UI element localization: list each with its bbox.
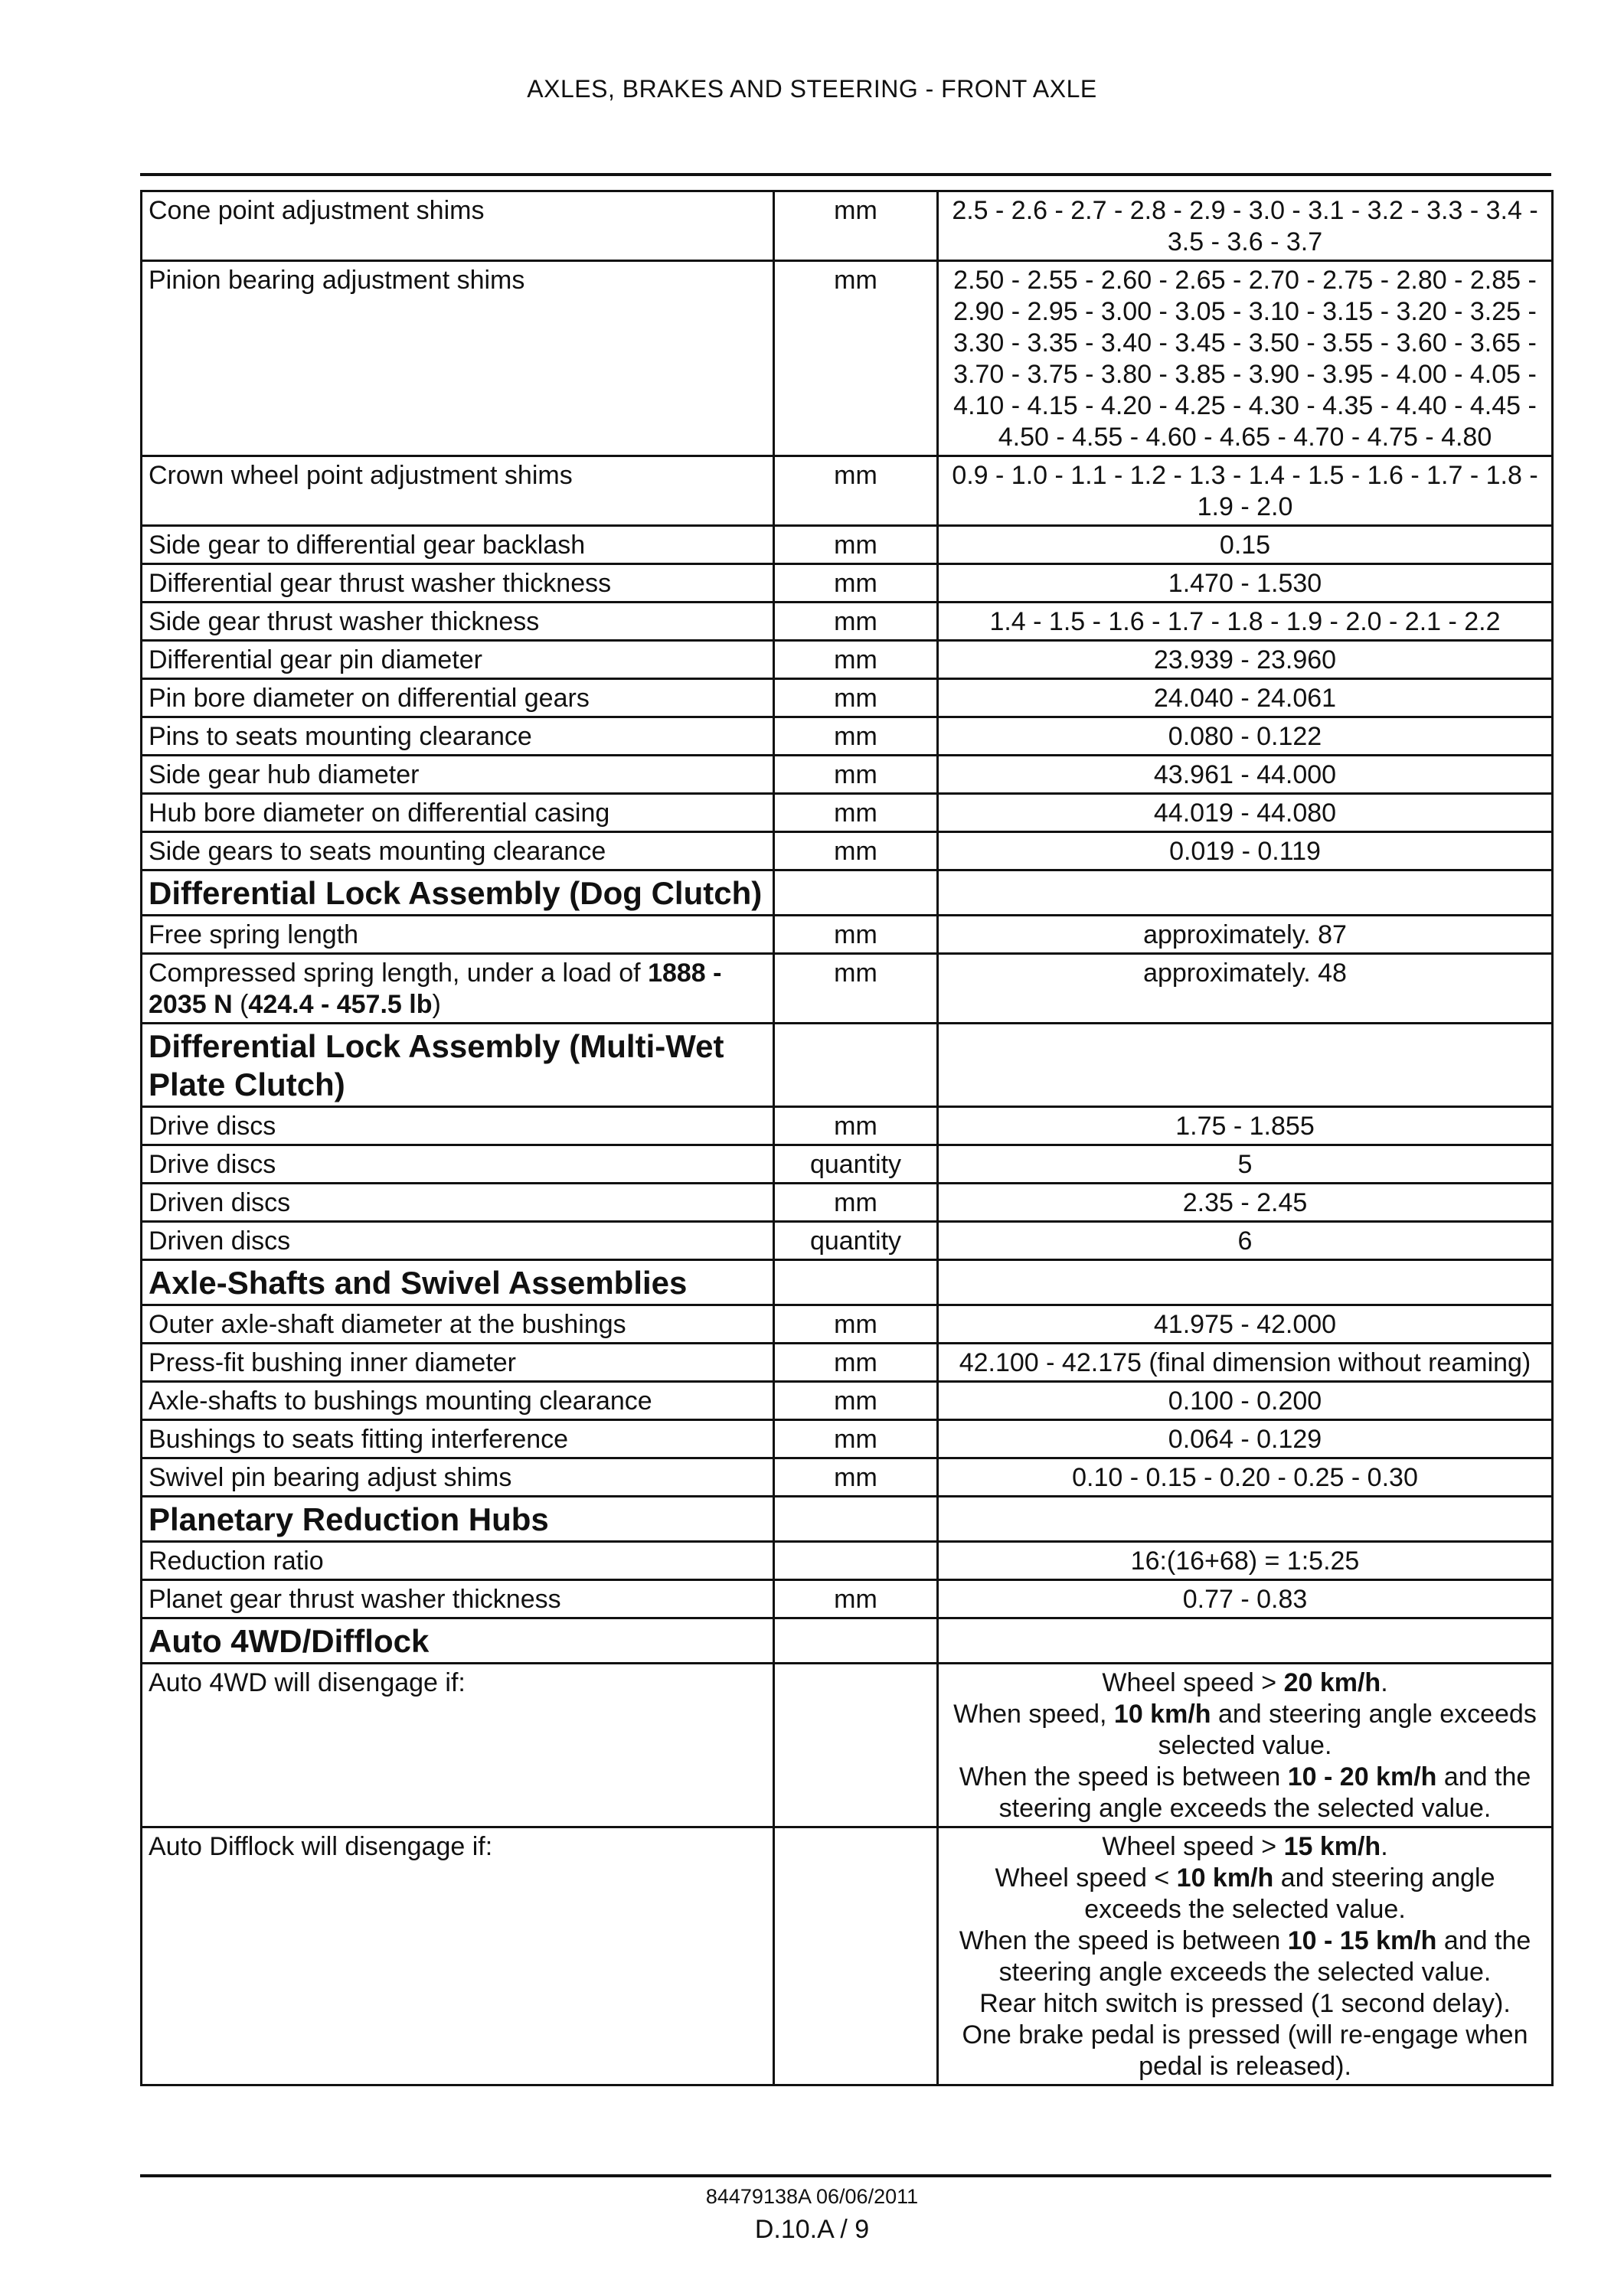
table-row	[142, 794, 1553, 832]
parameter-label: Auto 4WD will disengage if:	[142, 1664, 774, 1827]
parameter-label: Drive discs	[142, 1145, 774, 1184]
parameter-label: Drive discs	[142, 1107, 774, 1145]
header-divider	[140, 173, 1551, 176]
parameter-label: Press-fit bushing inner diameter	[142, 1344, 774, 1382]
unit-cell: mm	[774, 191, 938, 261]
unit-cell: quantity	[774, 1222, 938, 1260]
label-run: Compressed spring length, under a load of	[149, 959, 649, 988]
parameter-label: Side gear to differential gear backlash	[142, 526, 774, 564]
unit-cell	[774, 1827, 938, 2085]
table-row	[142, 954, 1553, 1024]
parameter-label: Hub bore diameter on differential casing	[142, 794, 774, 832]
parameter-label: Differential gear thrust washer thickness	[142, 564, 774, 603]
section-heading: Axle-Shafts and Swivel Assemblies	[142, 1260, 774, 1305]
label-run: 424.4 - 457.5 lb	[248, 990, 433, 1019]
value-run: and steering angle exceeds the selected value.	[1084, 1863, 1495, 1924]
parameter-label: Bushings to seats fitting interference	[142, 1420, 774, 1458]
value-cell	[938, 1664, 1553, 1827]
value-cell-empty	[938, 1618, 1553, 1664]
parameter-label	[142, 954, 774, 1024]
section-heading: Differential Lock Assembly (Multi-Wet Plate Clutch)	[142, 1024, 774, 1107]
unit-cell-empty	[774, 870, 938, 916]
parameter-label: Side gears to seats mounting clearance	[142, 832, 774, 870]
unit-cell: mm	[774, 679, 938, 717]
label-run: 1888 - 2035 N	[149, 959, 722, 1019]
value-cell: 23.939 - 23.960	[938, 641, 1553, 679]
table-row	[142, 564, 1553, 603]
value-line	[945, 1988, 1545, 2020]
value-cell: 43.961 - 44.000	[938, 756, 1553, 794]
value-run: .	[1381, 1668, 1388, 1697]
parameter-label: Free spring length	[142, 916, 774, 954]
unit-cell: mm	[774, 641, 938, 679]
value-line	[945, 1831, 1545, 1863]
unit-cell: mm	[774, 794, 938, 832]
unit-cell: mm	[774, 1420, 938, 1458]
unit-cell: mm	[774, 1107, 938, 1145]
value-cell-empty	[938, 1260, 1553, 1305]
value-cell: 5	[938, 1145, 1553, 1184]
parameter-label: Driven discs	[142, 1222, 774, 1260]
table-row	[142, 603, 1553, 641]
parameter-label: Differential gear pin diameter	[142, 641, 774, 679]
table-row	[142, 1107, 1553, 1145]
unit-cell: mm	[774, 954, 938, 1024]
value-cell: 1.4 - 1.5 - 1.6 - 1.7 - 1.8 - 1.9 - 2.0 - 2.1 - 2.2	[938, 603, 1553, 641]
label-run: (	[232, 990, 249, 1019]
table-row	[142, 1664, 1553, 1827]
unit-cell: mm	[774, 261, 938, 456]
unit-cell: quantity	[774, 1145, 938, 1184]
table-row	[142, 1827, 1553, 2085]
value-cell: approximately. 48	[938, 954, 1553, 1024]
table-row	[142, 1458, 1553, 1497]
unit-cell	[774, 1664, 938, 1827]
value-cell: 16:(16+68) = 1:5.25	[938, 1542, 1553, 1580]
value-line	[945, 1925, 1545, 1988]
parameter-label: Pin bore diameter on differential gears	[142, 679, 774, 717]
unit-cell: mm	[774, 1184, 938, 1222]
unit-cell: mm	[774, 603, 938, 641]
table-row	[142, 1542, 1553, 1580]
value-run: Wheel speed >	[1102, 1832, 1284, 1861]
table-row	[142, 717, 1553, 756]
parameter-label: Auto Difflock will disengage if:	[142, 1827, 774, 2085]
label-run: )	[432, 990, 441, 1019]
unit-cell-empty	[774, 1024, 938, 1107]
value-run: and the steering angle exceeds the selected value.	[998, 1926, 1531, 1987]
value-cell: 0.9 - 1.0 - 1.1 - 1.2 - 1.3 - 1.4 - 1.5 - 1.6 - 1.7 - 1.8 - 1.9 - 2.0	[938, 456, 1553, 526]
value-cell: 0.77 - 0.83	[938, 1580, 1553, 1618]
section-row	[142, 870, 1553, 916]
value-cell: 0.019 - 0.119	[938, 832, 1553, 870]
document-reference: 84479138A 06/06/2011	[705, 2185, 919, 2208]
value-run: Wheel speed >	[1102, 1668, 1284, 1697]
table-row	[142, 679, 1553, 717]
value-line	[945, 1667, 1545, 1699]
value-line	[945, 2020, 1545, 2082]
parameter-label: Side gear thrust washer thickness	[142, 603, 774, 641]
table-row	[142, 1420, 1553, 1458]
value-run: Rear hitch switch is pressed (1 second delay).	[979, 1989, 1511, 2018]
section-heading: Auto 4WD/Difflock	[142, 1618, 774, 1664]
footer-divider	[140, 2174, 1551, 2177]
value-cell: 1.75 - 1.855	[938, 1107, 1553, 1145]
unit-cell-empty	[774, 1260, 938, 1305]
parameter-label: Outer axle-shaft diameter at the bushings	[142, 1305, 774, 1344]
value-run: When speed,	[953, 1700, 1114, 1729]
parameter-label: Driven discs	[142, 1184, 774, 1222]
section-row	[142, 1497, 1553, 1542]
unit-cell: mm	[774, 1344, 938, 1382]
table-row	[142, 1344, 1553, 1382]
value-run: 15 km/h	[1283, 1832, 1381, 1861]
value-cell: 0.100 - 0.200	[938, 1382, 1553, 1420]
table-row	[142, 261, 1553, 456]
parameter-label: Planet gear thrust washer thickness	[142, 1580, 774, 1618]
table-row	[142, 832, 1553, 870]
value-line	[945, 1699, 1545, 1762]
unit-cell: mm	[774, 1580, 938, 1618]
value-cell: 42.100 - 42.175 (final dimension without reaming)	[938, 1344, 1553, 1382]
value-run: 10 km/h	[1176, 1863, 1274, 1893]
table-row	[142, 456, 1553, 526]
value-cell: 2.35 - 2.45	[938, 1184, 1553, 1222]
table-row	[142, 1184, 1553, 1222]
unit-cell: mm	[774, 832, 938, 870]
parameter-label: Crown wheel point adjustment shims	[142, 456, 774, 526]
value-run: and steering angle exceeds selected value.	[1158, 1700, 1537, 1760]
table-row	[142, 1580, 1553, 1618]
section-row	[142, 1260, 1553, 1305]
value-cell: 6	[938, 1222, 1553, 1260]
table-row	[142, 1305, 1553, 1344]
unit-cell: mm	[774, 717, 938, 756]
value-cell: 44.019 - 44.080	[938, 794, 1553, 832]
page-title: AXLES, BRAKES AND STEERING - FRONT AXLE	[527, 75, 1097, 103]
value-run: 10 km/h	[1113, 1700, 1211, 1729]
value-run: When the speed is between	[959, 1762, 1288, 1791]
table-row	[142, 1382, 1553, 1420]
unit-cell-empty	[774, 1497, 938, 1542]
value-cell: approximately. 87	[938, 916, 1553, 954]
unit-cell: mm	[774, 564, 938, 603]
value-run: One brake pedal is pressed (will re-engage when pedal is released).	[962, 2020, 1528, 2081]
value-cell: 2.5 - 2.6 - 2.7 - 2.8 - 2.9 - 3.0 - 3.1 - 3.2 - 3.3 - 3.4 - 3.5 - 3.6 - 3.7	[938, 191, 1553, 261]
unit-cell: mm	[774, 456, 938, 526]
specifications-table-body	[142, 191, 1553, 2085]
value-cell: 24.040 - 24.061	[938, 679, 1553, 717]
value-run: 10 - 15 km/h	[1287, 1926, 1437, 1955]
value-cell: 0.15	[938, 526, 1553, 564]
section-row	[142, 1618, 1553, 1664]
parameter-label: Pinion bearing adjustment shims	[142, 261, 774, 456]
page-number: D.10.A / 9	[754, 2215, 870, 2244]
table-row	[142, 191, 1553, 261]
section-heading: Planetary Reduction Hubs	[142, 1497, 774, 1542]
value-cell: 0.080 - 0.122	[938, 717, 1553, 756]
value-cell-empty	[938, 1024, 1553, 1107]
value-cell: 0.064 - 0.129	[938, 1420, 1553, 1458]
value-cell-empty	[938, 1497, 1553, 1542]
value-cell: 0.10 - 0.15 - 0.20 - 0.25 - 0.30	[938, 1458, 1553, 1497]
table-row	[142, 916, 1553, 954]
value-run: .	[1381, 1832, 1388, 1861]
section-heading: Differential Lock Assembly (Dog Clutch)	[142, 870, 774, 916]
unit-cell	[774, 1542, 938, 1580]
parameter-label: Side gear hub diameter	[142, 756, 774, 794]
value-run: and the steering angle exceeds the selected value.	[998, 1762, 1531, 1823]
parameter-label: Reduction ratio	[142, 1542, 774, 1580]
value-cell: 1.470 - 1.530	[938, 564, 1553, 603]
table-row	[142, 756, 1553, 794]
value-run: 20 km/h	[1283, 1668, 1381, 1697]
value-cell-empty	[938, 870, 1553, 916]
value-run: When the speed is between	[959, 1926, 1288, 1955]
table-row	[142, 1222, 1553, 1260]
value-run: 10 - 20 km/h	[1287, 1762, 1437, 1791]
value-line	[945, 1762, 1545, 1824]
unit-cell: mm	[774, 526, 938, 564]
unit-cell: mm	[774, 756, 938, 794]
parameter-label: Swivel pin bearing adjust shims	[142, 1458, 774, 1497]
parameter-label: Axle-shafts to bushings mounting clearance	[142, 1382, 774, 1420]
parameter-label: Cone point adjustment shims	[142, 191, 774, 261]
table-row	[142, 641, 1553, 679]
unit-cell-empty	[774, 1618, 938, 1664]
table-row	[142, 526, 1553, 564]
value-cell: 41.975 - 42.000	[938, 1305, 1553, 1344]
value-cell	[938, 1827, 1553, 2085]
unit-cell: mm	[774, 916, 938, 954]
unit-cell: mm	[774, 1382, 938, 1420]
value-cell: 2.50 - 2.55 - 2.60 - 2.65 - 2.70 - 2.75 - 2.80 - 2.85 - 2.90 - 2.95 - 3.00 - 3.05 - 3.10 - 3.15 - 3.20 - 3.25 - 3.30 - 3.35 - 3.40 - 3.45 - 3.50 - 3.55 - 3.60 - 3.65 - 3.70 - 3.75 - 3.80 - 3.85 - 3.90 - 3.95 - 4.00 - 4.05 - 4.10 - 4.15 - 4.20 - 4.25 - 4.30 - 4.35 - 4.40 - 4.45 - 4.50 - 4.55 - 4.60 - 4.65 - 4.70 - 4.75 - 4.80	[938, 261, 1553, 456]
parameter-label: Pins to seats mounting clearance	[142, 717, 774, 756]
value-line	[945, 1863, 1545, 1925]
unit-cell: mm	[774, 1305, 938, 1344]
section-row	[142, 1024, 1553, 1107]
table-row	[142, 1145, 1553, 1184]
value-run: Wheel speed <	[995, 1863, 1177, 1893]
specifications-table	[140, 190, 1554, 2086]
unit-cell: mm	[774, 1458, 938, 1497]
